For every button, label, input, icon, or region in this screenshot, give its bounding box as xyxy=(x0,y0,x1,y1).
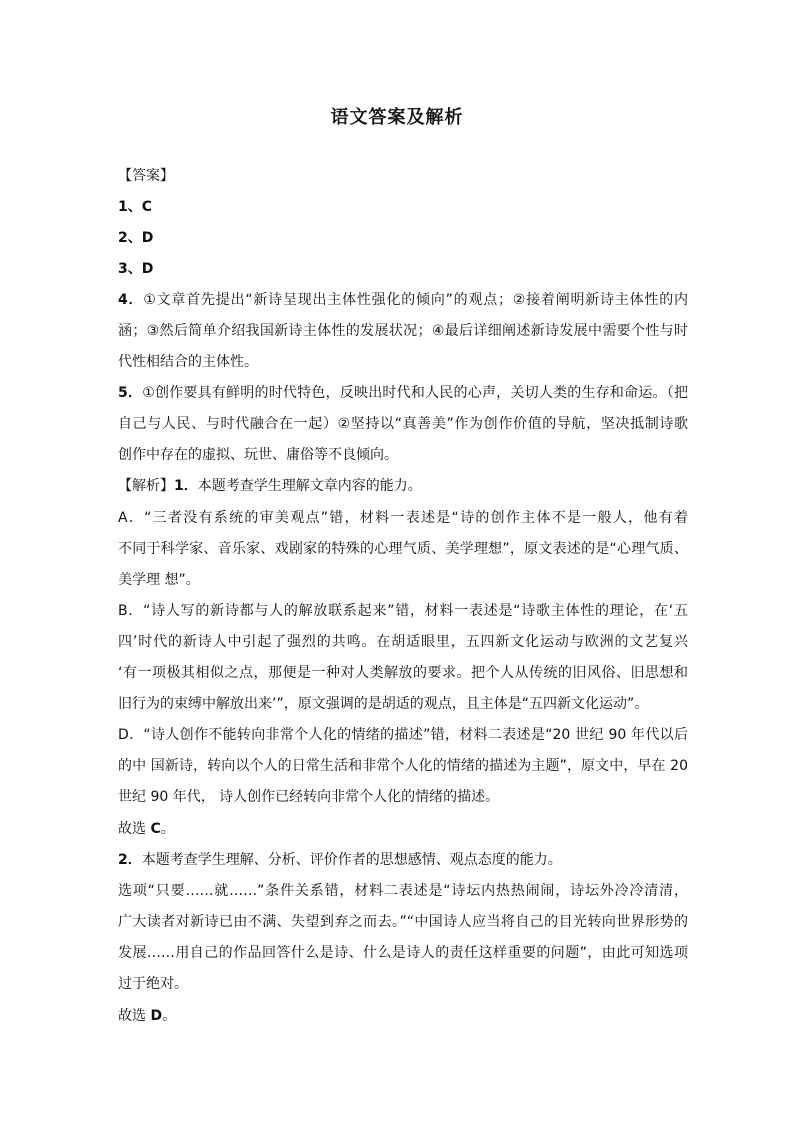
question-2-line-3: 发展……用自己的作品回答什么是诗、什么是诗人的责任这样重要的问题”，由此可知选项 xyxy=(118,945,688,961)
analysis-option-a-line-3: 美学理 想”。 xyxy=(118,572,200,588)
answer-4-line-3: 代性相结合的主体性。 xyxy=(118,354,258,370)
analysis-option-b-line-1: B．“诗人写的新诗都与人的解放联系起来”错，材料一表述是“诗歌主体性的理论，在‘五 xyxy=(118,603,688,619)
answer-5-line-2: 自己与人民、与时代融合在一起）②坚持以“真善美”作为创作价值的导航，坚决抵制诗歌 xyxy=(118,416,688,432)
answer-4-line-2: 涵；③然后简单介绍我国新诗主体性的发展状况；④最后详细阐述新诗发展中需要个性与时 xyxy=(118,323,688,339)
question-2-line-2: 广大读者对新诗已由不满、失望到弃之而去。”“中国诗人应当将自己的目光转向世界形势的 xyxy=(118,914,688,930)
question-2-header: 2．本题考查学生理解、分析、评价作者的思想感情、观点态度的能力。 xyxy=(118,852,562,868)
analysis-option-b-line-4: 旧行为的束缚中解放出来’”，原文强调的是胡适的观点，且主体是“五四新文化运动”。 xyxy=(118,696,649,712)
analysis-option-d-line-2: 的中 国新诗，转向以个人的日常生活和非常个人化的情绪的描述为主题”，原文中，早在 20 xyxy=(118,758,688,774)
answer-1: 1、C xyxy=(118,199,153,215)
answer-4-line-1: 4．①文章首先提出“新诗呈现出主体性强化的倾向”的观点；②接着阐明新诗主体性的内 xyxy=(118,292,688,308)
analysis-option-a-line-2: 不同于科学家、音乐家、戏剧家的特殊的心理气质、美学理想”，原文表述的是“心理气质、 xyxy=(118,541,688,557)
analysis-option-b-line-2: 四’时代的新诗人中引起了强烈的共鸣。在胡适眼里，五四新文化运动与欧洲的文艺复兴 xyxy=(118,634,688,650)
question-2-choice: 故选 D。 xyxy=(118,1008,177,1024)
question-2-line-1: 选项“只要……就……”条件关系错，材料二表述是“诗坛内热热闹闹，诗坛外冷冷清清， xyxy=(118,883,688,899)
answer-3: 3、D xyxy=(118,261,154,277)
answer-2: 2、D xyxy=(118,230,154,246)
answer-4-number: 4． xyxy=(118,292,144,308)
page-title: 语文答案及解析 xyxy=(330,107,464,128)
answer-5-line-3: 创作中存在的虚拟、玩世、庸俗等不良倾向。 xyxy=(118,447,398,463)
analysis-option-a-line-1: A．“三者没有系统的审美观点”错，材料一表述是“诗的创作主体不是一般人，他有着 xyxy=(118,510,688,526)
question-2-line-4: 过于绝对。 xyxy=(118,976,188,992)
analysis-option-d-line-1: D．“诗人创作不能转向非常个人化的情绪的描述”错，材料二表述是“20 世纪 90 年代以后 xyxy=(118,727,688,743)
answer-header: 【答案】 xyxy=(118,168,174,184)
analysis-option-d-line-3: 世纪 90 年代， 诗人创作已经转向非常个人化的情绪的描述。 xyxy=(118,789,500,805)
analysis-header: 【解析】1．本题考查学生理解文章内容的能力。 xyxy=(118,478,422,494)
answer-5-number: 5． xyxy=(118,385,143,401)
question-1-choice: 故选 C。 xyxy=(118,821,175,837)
answer-5-line-1: 5．①创作要具有鲜明的时代特色，反映出时代和人民的心声，关切人类的生存和命运。（把 xyxy=(118,385,688,401)
analysis-option-b-line-3: ‘有一项极其相似之点，那便是一种对人类解放的要求。把个人从传统的旧风俗、旧思想和 xyxy=(118,665,688,681)
